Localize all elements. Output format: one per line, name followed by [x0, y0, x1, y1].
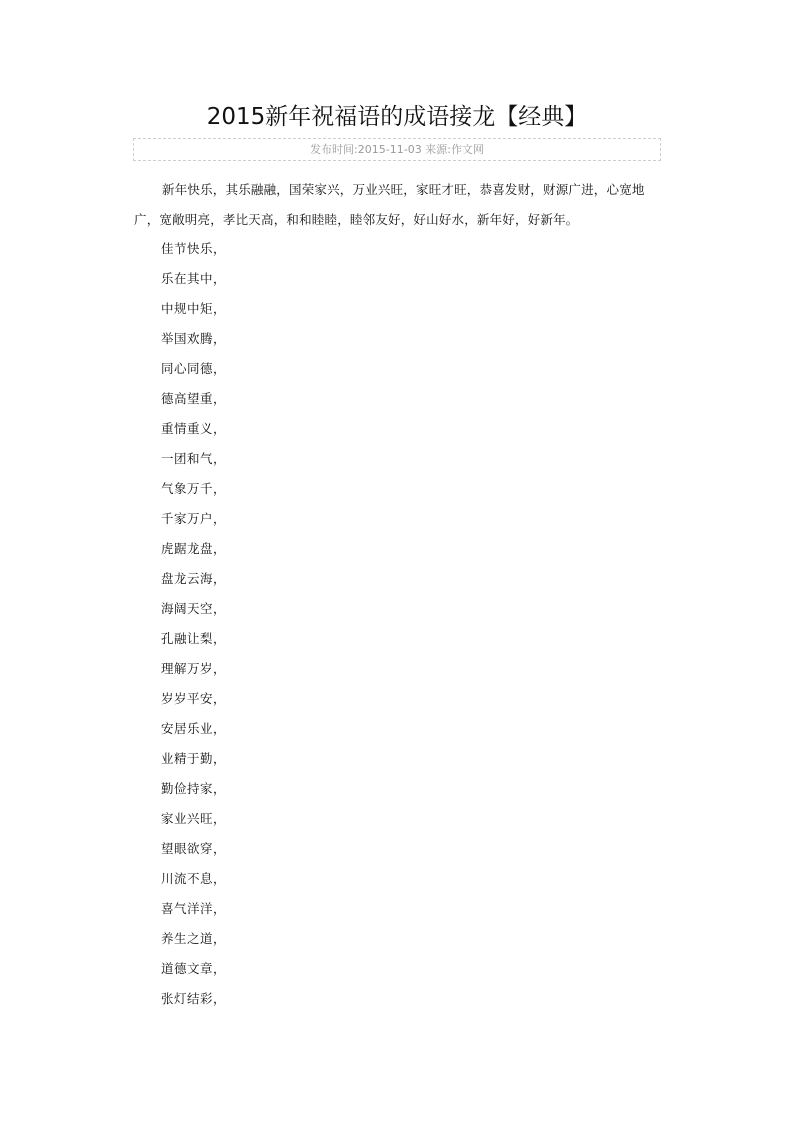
- idiom-line: 佳节快乐，: [161, 241, 227, 256]
- idiom-line: 重情重义，: [161, 421, 227, 436]
- idiom-line: 千家万户，: [161, 511, 227, 526]
- idiom-line: 安居乐业，: [161, 721, 227, 736]
- published-date: 2015-11-03: [357, 143, 422, 156]
- source-label: 来源:: [425, 143, 451, 156]
- idiom-line: 虎踞龙盘，: [161, 541, 227, 556]
- idiom-line: 理解万岁，: [161, 661, 227, 676]
- intro-paragraph: 新年快乐，其乐融融，国荣家兴，万业兴旺，家旺才旺，恭喜发财，财源广进，心宽地广，宽敞明亮，孝比天高，和和睦睦，睦邻友好，好山好水，新年好，好新年。: [134, 182, 645, 227]
- idiom-line: 同心同德，: [161, 361, 227, 376]
- idiom-line: 望眼欲穿，: [161, 841, 227, 856]
- idiom-line: 德高望重，: [161, 391, 227, 406]
- idiom-line: 中规中矩，: [161, 301, 227, 316]
- idiom-line: 孔融让梨，: [161, 631, 227, 646]
- idiom-line: 养生之道，: [161, 931, 227, 946]
- source-name: 作文网: [450, 143, 484, 156]
- publish-info-bar: [133, 138, 661, 161]
- idiom-line: 勤俭持家，: [161, 781, 227, 796]
- idiom-line: 海阔天空，: [161, 601, 227, 616]
- idiom-line: 举国欢腾，: [161, 331, 227, 346]
- idiom-line: 气象万千，: [161, 481, 227, 496]
- idiom-line: 喜气洋洋，: [161, 901, 227, 916]
- idiom-line: 道德文章，: [161, 961, 227, 976]
- idiom-line: 业精于勤，: [161, 751, 227, 766]
- idiom-line: 张灯结彩，: [161, 991, 227, 1006]
- idiom-line: 川流不息，: [161, 871, 227, 886]
- idiom-line: 一团和气，: [161, 451, 227, 466]
- published-label: 发布时间:: [310, 143, 358, 156]
- idiom-line: 盘龙云海，: [161, 571, 227, 586]
- idiom-line: 岁岁平安，: [161, 691, 227, 706]
- idiom-line: 家业兴旺，: [161, 811, 227, 826]
- idiom-chain-list: [161, 234, 226, 1014]
- idiom-line: 乐在其中，: [161, 271, 227, 286]
- page-title: 2015新年祝福语的成语接龙【经典】: [206, 104, 588, 130]
